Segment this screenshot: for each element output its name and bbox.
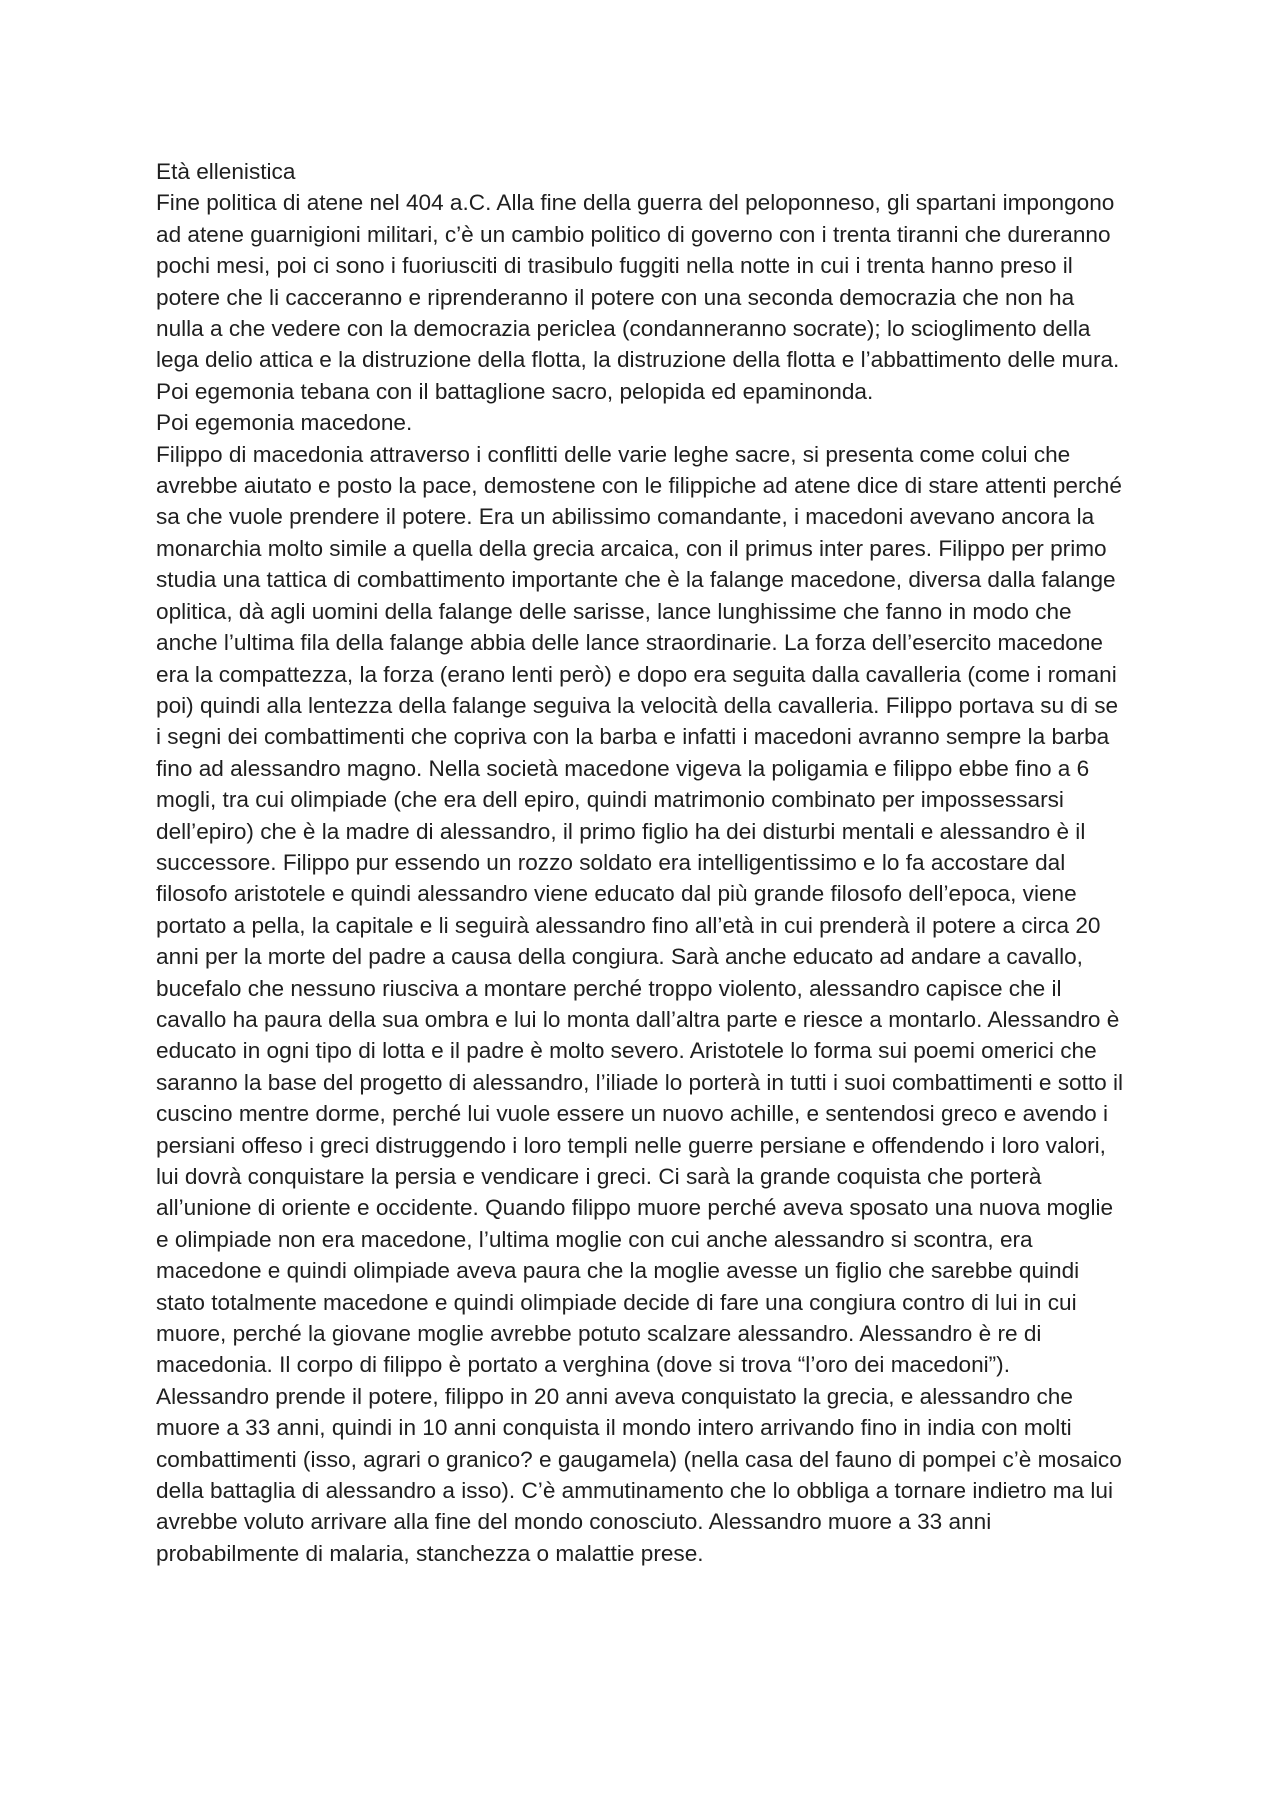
paragraph-filippo-alessandro: Filippo di macedonia attraverso i conflitti delle varie leghe sacre, si presenta come colui che avrebbe aiutato e posto la pace, demostene con le filippiche ad atene dice di stare attenti perché sa che vuole prendere il potere. Era un abilissimo comandante, i macedoni avevano ancora la monarchia molto simile a quella della grecia arcaica, con il primus inter pares. Filippo per primo studia una tattica di combattimento importante che è la falange macedone, diversa dalla falange oplitica, dà agli uomini della falange delle sarisse, lance lunghissime che fanno in modo che anche l’ultima fila della falange abbia delle lance straordinarie. La forza dell’esercito macedone era la compattezza, la forza (erano lenti però) e dopo era seguita dalla cavalleria (come i romani poi) quindi alla lentezza della falange seguiva la velocità della cavalleria. Filippo portava su di se i segni dei combattimenti che copriva con la barba e infatti i macedoni avranno sempre la barba fino ad alessandro magno. Nella società macedone vigeva la poligamia e filippo ebbe fino a 6 mogli, tra cui olimpiade (che era dell epiro, quindi matrimonio combinato per impossessarsi dell’epiro) che è la madre di alessandro, il primo figlio ha dei disturbi mentali e alessandro è il successore. Filippo pur essendo un rozzo soldato era intelligentissimo e lo fa accostare dal filosofo aristotele e quindi alessandro viene educato dal più grande filosofo dell’epoca, viene portato a pella, la capitale e li seguirà alessandro fino all’età in cui prenderà il potere a circa 20 anni per la morte del padre a causa della congiura. Sarà anche educato ad andare a cavallo, bucefalo che nessuno riusciva a montare perché troppo violento, alessandro capisce che il cavallo ha paura della sua ombra e lui lo monta dall’altra parte e riesce a montarlo. Alessandro è educato in ogni tipo di lotta e il padre è molto severo. Aristotele lo forma sui poemi omerici che saranno la base del progetto di alessandro, l’iliade lo porterà in tutti i suoi combattimenti e sotto il cuscino mentre dorme, perché lui vuole essere un nuovo achille, e sentendosi greco e avendo i persiani offeso i greci distruggendo i loro templi nelle guerre persiane e offendendo i loro valori, lui dovrà conquistare la persia e vendicare i greci. Ci sarà la grande coquista che porterà all’unione di oriente e occidente. Quando filippo muore perché aveva sposato una nuova moglie e olimpiade non era macedone, l’ultima moglie con cui anche alessandro si scontra, era macedone e quindi olimpiade aveva paura che la moglie avesse un figlio che sarebbe quindi stato totalmente macedone e quindi olimpiade decide di fare una congiura contro di lui in cui muore, perché la giovane moglie avrebbe potuto scalzare alessandro. Alessandro è re di macedonia. Il corpo di filippo è portato a verghina (dove si trova “l’oro dei macedoni”). Alessandro prende il potere, filippo in 20 anni aveva conquistato la grecia, e alessandro che muore a 33 anni, quindi in 10 anni conquista il mondo intero arrivando fino in india con molti combattimenti (isso, agrari o granico? e gaugamela) (nella casa del fauno di pompei c’è mosaico della battaglia di alessandro a isso). C’è ammutinamento che lo obbliga a tornare indietro ma lui avrebbe voluto arrivare alla fine del mondo conosciuto. Alessandro muore a 33 anni probabilmente di malaria, stanchezza o malattie prese. xyxy=(156,441,1124,1566)
document-body xyxy=(156,156,1126,1569)
paragraph-egemonia-tebana: Poi egemonia tebana con il battaglione sacro, pelopida ed epaminonda. xyxy=(156,378,874,404)
document-title: Età ellenistica xyxy=(156,159,296,184)
paragraph-egemonia-macedone: Poi egemonia macedone. xyxy=(156,410,413,436)
paragraph-fine-politica-atene: Fine politica di atene nel 404 a.C. Alla fine della guerra del peloponneso, gli spartani impongono ad atene guarnigioni militari, c’è un cambio politico di governo con i trenta tiranni che dureranno pochi mesi, poi ci sono i fuoriusciti di trasibulo fuggiti nella notte in cui i trenta hanno preso il potere che li cacceranno e riprenderanno il potere con una seconda democrazia che non ha nulla a che vedere con la democrazia periclea (condanneranno socrate); lo scioglimento della lega delio attica e la distruzione della flotta, la distruzione della flotta e l’abbattimento delle mura. xyxy=(156,190,1120,373)
